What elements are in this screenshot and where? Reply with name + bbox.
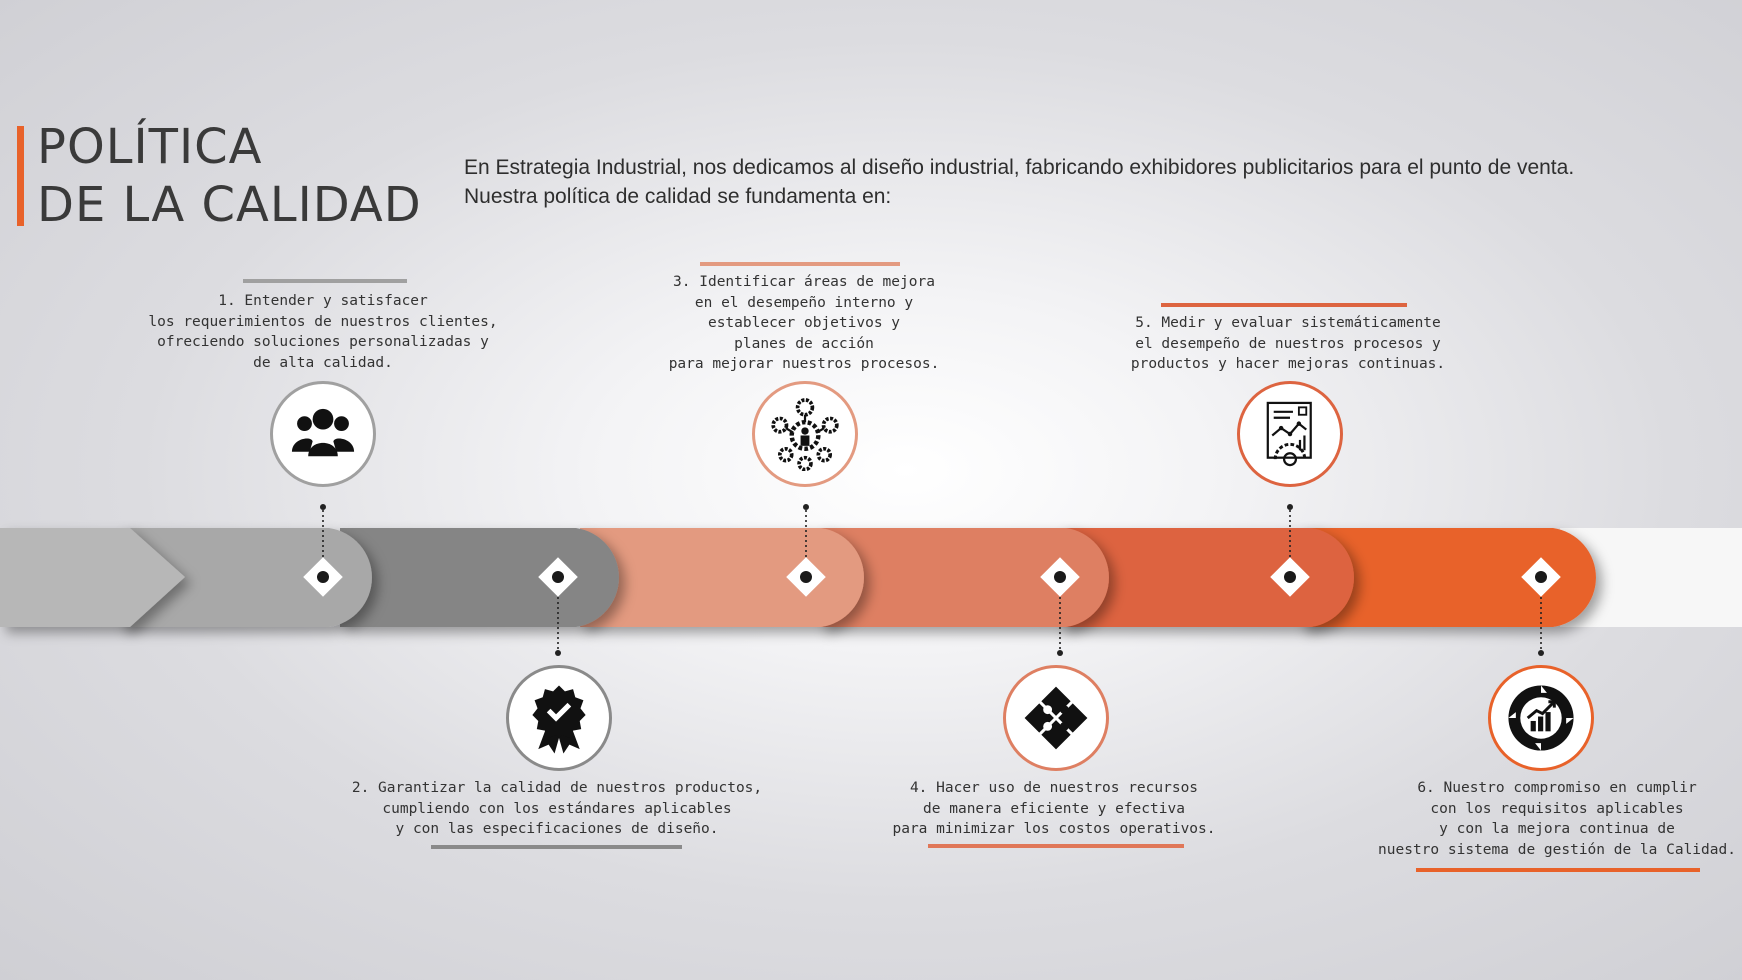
intro-line-2: Nuestra política de calidad se fundamenta en:	[464, 185, 892, 208]
step-4-description	[892, 778, 1215, 840]
puzzle-icon	[1003, 665, 1109, 771]
step-1-line: los requerimientos de nuestros clientes,	[148, 313, 498, 330]
marker-dot-3	[800, 571, 812, 583]
step-6-line: y con la mejora continua de	[1439, 821, 1675, 837]
quality-badge-icon	[506, 665, 612, 771]
report-analysis-icon	[1237, 381, 1343, 487]
step-2-description	[352, 778, 762, 840]
connector-end-dot-3	[803, 504, 809, 510]
step-5-description	[1131, 313, 1445, 375]
group-people-icon	[270, 381, 376, 487]
step-4-line: para minimizar los costos operativos.	[892, 821, 1216, 837]
step-1-line: ofreciendo soluciones personalizadas y	[157, 334, 489, 350]
step-5-line: 5. Medir y evaluar sistemáticamente	[1135, 315, 1441, 331]
step-6-description	[1378, 778, 1736, 860]
step-3-rule	[700, 262, 900, 266]
marker-dot-4	[1054, 571, 1066, 583]
step-2-rule	[431, 845, 682, 849]
intro-line-1: En Estrategia Industrial, nos dedicamos al diseño industrial, fabricando exhibidores publicitarios para el punto de venta.	[464, 156, 1575, 179]
step-1-line: 1. Entender y satisfacer	[218, 293, 428, 309]
step-5-rule	[1161, 303, 1407, 307]
step-3-line: planes de acción	[734, 335, 874, 352]
title-line-1: POLÍTICA	[37, 119, 263, 175]
step-3-line: establecer objetivos y	[707, 315, 901, 331]
marker-dot-5	[1284, 571, 1296, 583]
step-1-line: de alta calidad.	[253, 354, 393, 371]
step-1-description	[148, 291, 497, 373]
step-2-line: cumpliendo con los estándares aplicables	[382, 800, 732, 817]
step-3-line: 3. Identificar áreas de mejora	[673, 274, 935, 290]
connector-end-dot-4	[1057, 650, 1063, 656]
connector-end-dot-6	[1538, 650, 1544, 656]
team-gears-icon	[752, 381, 858, 487]
step-6-line: 6. Nuestro compromiso en cumplir	[1417, 780, 1697, 796]
title-line-2: DE LA CALIDAD	[37, 177, 422, 233]
step-3-line: en el desempeño interno y	[694, 294, 914, 311]
step-4-line: de manera eficiente y efectiva	[923, 800, 1185, 817]
step-2-line: 2. Garantizar la calidad de nuestros productos,	[351, 780, 763, 796]
step-2-line: y con las especificaciones de diseño.	[395, 821, 719, 837]
marker-dot-2	[552, 571, 564, 583]
continuous-improvement-icon	[1488, 665, 1594, 771]
marker-dot-1	[317, 571, 329, 583]
step-3-line: para mejorar nuestros procesos.	[668, 356, 940, 372]
step-5-line: el desempeño de nuestros procesos y	[1135, 335, 1441, 352]
connector-end-dot-5	[1287, 504, 1293, 510]
marker-dot-6	[1535, 571, 1547, 583]
step-4-rule	[928, 844, 1184, 848]
step-1-rule	[243, 279, 407, 283]
step-3-description	[669, 272, 940, 375]
step-5-line: productos y hacer mejoras continuas.	[1130, 356, 1446, 372]
connector-end-dot-1	[320, 504, 326, 510]
step-4-line: 4. Hacer uso de nuestros recursos	[909, 780, 1199, 796]
step-6-line: nuestro sistema de gestión de la Calidad.	[1378, 841, 1736, 858]
step-6-rule	[1416, 868, 1700, 872]
connector-end-dot-2	[555, 650, 561, 656]
step-6-line: con los requisitos aplicables	[1430, 800, 1684, 817]
